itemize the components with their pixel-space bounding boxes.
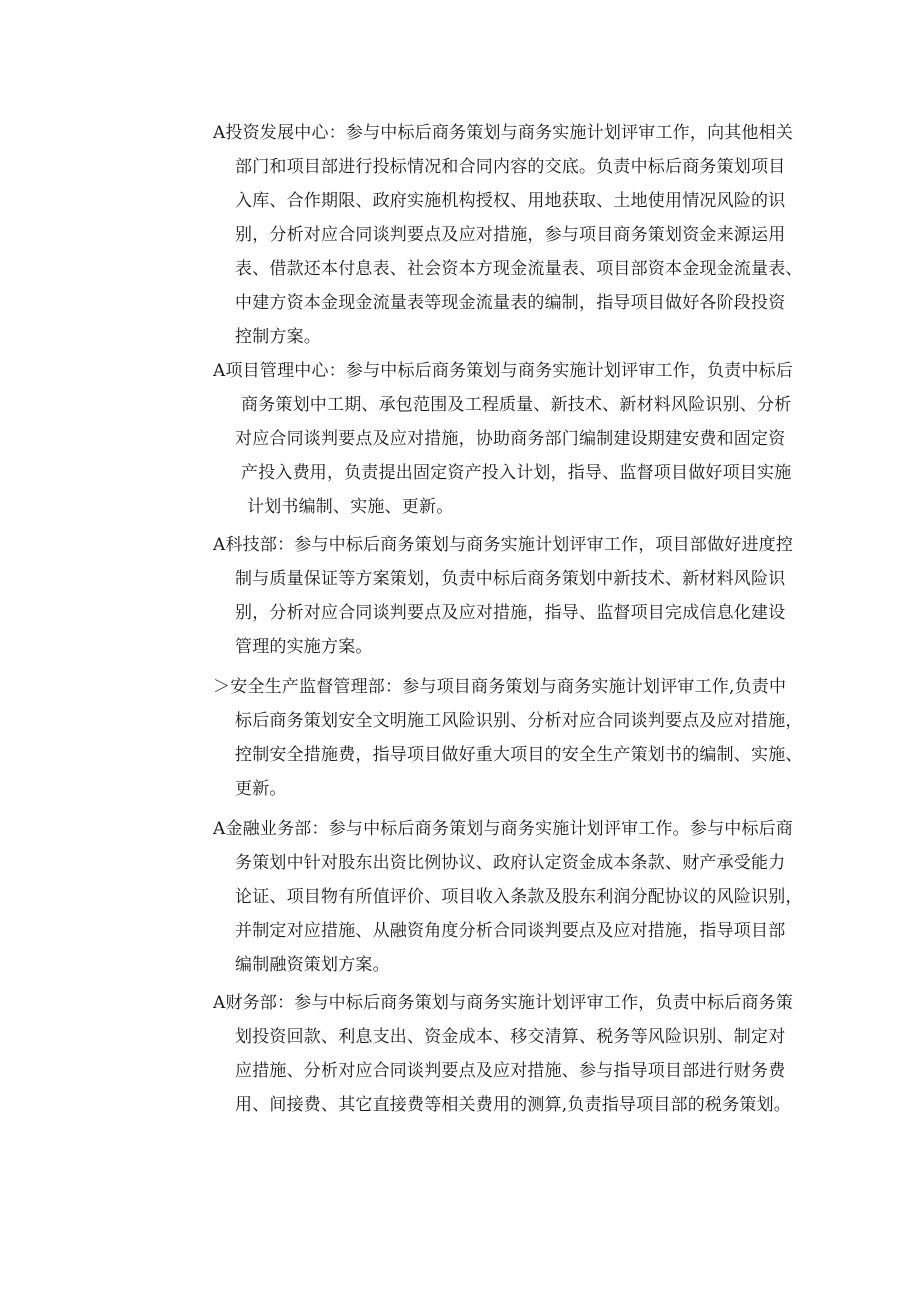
paragraph-line: 商务策划中工期、承包范围及工程质量、新技术、新材料风险识别、分析 (241, 395, 792, 415)
section-project-management-center (213, 354, 803, 524)
paragraph-line: 表、借款还本付息表、社会资本方现金流量表、项目部资本金现金流量表、 (235, 259, 803, 279)
paragraph-line: A金融业务部：参与中标后商务策划与商务实施计划评审工作。参与中标后商 (213, 819, 794, 839)
paragraph-line: 中建方资本金现金流量表等现金流量表的编制，指导项目做好各阶段投资 (235, 293, 786, 313)
section-financial-business-department (213, 812, 803, 982)
paragraph-line: 并制定对应措施、从融资角度分析合同谈判要点及应对措施，指导项目部 (235, 921, 786, 941)
paragraph-line: 用、间接费、其它直接费等相关费用的测算,负责指导项目部的税务策划。 (235, 1095, 792, 1115)
paragraph-line: 管理的实施方案。 (235, 637, 373, 657)
paragraph-line: 对应合同谈判要点及应对措施，协助商务部门编制建设期建安费和固定资 (235, 429, 786, 449)
paragraph-line: A财务部：参与中标后商务策划与商务实施计划评审工作，负责中标后商务策 (213, 993, 794, 1013)
paragraph-line: ＞安全生产监督管理部：参与项目商务策划与商务实施计划评审工作,负责中 (213, 677, 787, 697)
paragraph-line: 制与质量保证等方案策划，负责中标后商务策划中新技术、新材料风险识 (235, 569, 786, 589)
paragraph-line: 别，分析对应合同谈判要点及应对措施，参与项目商务策划资金来源运用 (235, 225, 786, 245)
paragraph-line: 划投资回款、利息支出、资金成本、移交清算、税务等风险识别、制定对 (235, 1027, 786, 1047)
paragraph-line: A项目管理中心：参与中标后商务策划与商务实施计划评审工作，负责中标后 (213, 361, 794, 381)
paragraph-line: A科技部：参与中标后商务策划与商务实施计划评审工作，项目部做好进度控 (213, 535, 794, 555)
paragraph-line: 标后商务策划安全文明施工风险识别、分析对应合同谈判要点及应对措施， (235, 711, 803, 731)
section-technology-department (213, 528, 803, 664)
paragraph-line: 更新。 (235, 779, 287, 799)
section-safety-production-supervision (213, 670, 803, 806)
paragraph-line: 论证、项目物有所值评价、项目收入条款及股东利润分配协议的风险识别， (235, 887, 803, 907)
paragraph-line: 计划书编制、实施、更新。 (247, 497, 454, 517)
paragraph-line: 务策划中针对股东出资比例协议、政府认定资金成本条款、财产承受能力 (235, 853, 786, 873)
paragraph-line: 控制方案。 (235, 327, 321, 347)
paragraph-line: 别，分析对应合同谈判要点及应对措施，指导、监督项目完成信息化建设 (235, 603, 786, 623)
paragraph-line: A投资发展中心：参与中标后商务策划与商务实施计划评审工作，向其他相关 (213, 123, 794, 143)
paragraph-line: 入库、合作期限、政府实施机构授权、用地获取、土地使用情况风险的识 (235, 191, 786, 211)
paragraph-line: 产投入费用，负责提出固定资产投入计划，指导、监督项目做好项目实施 (241, 463, 792, 483)
paragraph-line: 部门和项目部进行投标情况和合同内容的交底。负责中标后商务策划项目 (235, 157, 786, 177)
section-finance-department (213, 986, 803, 1122)
section-investment-development-center (213, 116, 803, 354)
paragraph-line: 编制融资策划方案。 (235, 955, 390, 975)
paragraph-line: 控制安全措施费，指导项目做好重大项目的安全生产策划书的编制、实施、 (235, 745, 803, 765)
paragraph-line: 应措施、分析对应合同谈判要点及应对措施、参与指导项目部进行财务费 (235, 1061, 786, 1081)
